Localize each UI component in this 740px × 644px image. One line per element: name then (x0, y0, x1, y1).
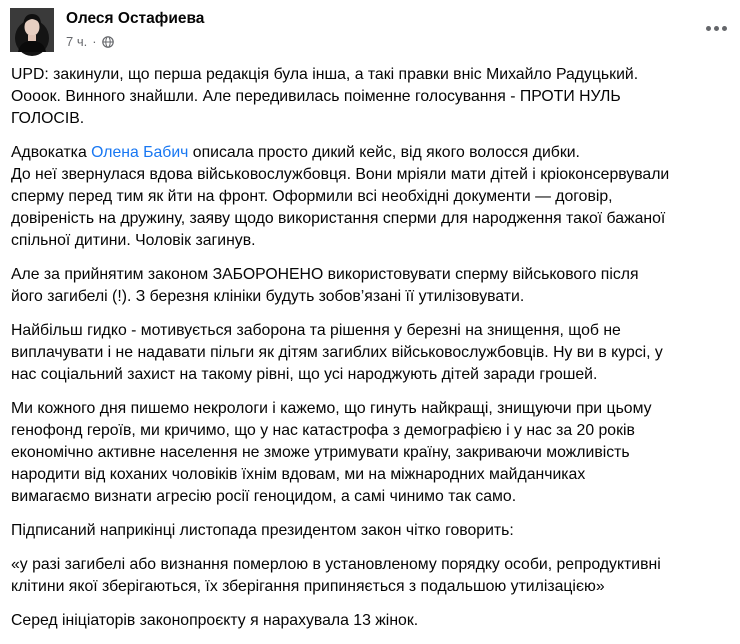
paragraph-law (11, 264, 729, 308)
text-line: нас соціальний захист на такому рівні, що усі народжують дітей заради грошей. (11, 366, 598, 383)
text-line: економічно активне населення не зможе утримувати країну, закриваючи можливість (11, 444, 630, 461)
text-line: До неї звернулася вдова військовослужбовця. Вони мріяли мати дітей і кріоконсервували (11, 166, 670, 183)
text-line: Підписаний наприкінці листопада президентом закон чітко говорить: (11, 522, 514, 539)
meta-separator: · (92, 34, 97, 49)
text-line: довіреність на дружину, заяву щодо використання сперми для народження такої бажаної (11, 210, 666, 227)
post-meta (66, 34, 114, 49)
paragraph-upd (11, 64, 729, 130)
more-options-icon[interactable] (702, 14, 730, 42)
author-name[interactable]: Олеся Остафиева (66, 10, 205, 27)
post-time[interactable]: 7 ч. (66, 34, 88, 49)
text-line: Найбільш гидко - мотивується заборона та рішення у березні на знищення, щоб не (11, 322, 621, 339)
text-fragment: Адвокатка (11, 144, 92, 161)
text-line: Серед ініціаторів законопроєкту я нарахувала 13 жінок. (11, 612, 419, 629)
paragraph-initiators (11, 610, 729, 632)
text-line: Ми кожного дня пишемо некрологи і кажемо, що гинуть найкращі, знищуючи при цьому (11, 400, 652, 417)
post-body (11, 64, 729, 644)
text-line: виплачувати і не надавати пільги як дітям загиблих військовослужбовців. Ну ви в курсі, у (11, 344, 663, 361)
paragraph-quote (11, 554, 729, 598)
text-line: генофонд героїв, ми кричимо, що у нас катастрофа з демографією і у нас за 20 років (11, 422, 635, 439)
text-line: UPD: закинули, що перша редакція була інша, а такі правки вніс Михайло Радуцький. (11, 66, 639, 83)
paragraph-motivation (11, 320, 729, 386)
avatar[interactable] (10, 8, 54, 52)
text-line: Оооок. Винного знайшли. Але передивилась поіменне голосування - ПРОТИ НУЛЬ (11, 88, 621, 105)
text-line: ГОЛОСІВ. (11, 110, 85, 127)
text-line: сперму перед тим як йти на фронт. Оформили всі необхідні документи — договір, (11, 188, 613, 205)
text-fragment: описала просто дикий кейс, від якого волосся дибки. (188, 144, 580, 161)
avatar-photo-icon (10, 8, 54, 52)
text-line: народити від коханих чоловіків їхнім вдовам, ми на міжнародних майданчиках (11, 466, 586, 483)
paragraph-signed (11, 520, 729, 542)
text-line: вимагаємо визнати агресію росії геноцидом, а самі чинимо так само. (11, 488, 517, 505)
paragraph-necrologs (11, 398, 729, 508)
text-line: клітини якої зберігаються, їх зберігання припиняється з подальшою утилізацією» (11, 578, 605, 595)
text-line: Але за прийнятим законом ЗАБОРОНЕНО використовувати сперму військового після (11, 266, 639, 283)
text-line: «у разі загибелі або визнання померлою в установленому порядку особи, репродуктивні (11, 556, 661, 573)
mention-link[interactable]: Олена Бабич (91, 144, 189, 161)
text-line: його загибелі (!). З березня клініки будуть зобов’язані її утилізовувати. (11, 288, 525, 305)
post-header (10, 8, 730, 56)
paragraph-case (11, 142, 729, 252)
globe-icon[interactable] (102, 36, 114, 48)
text-line: спільної дитини. Чоловік загинув. (11, 232, 256, 249)
